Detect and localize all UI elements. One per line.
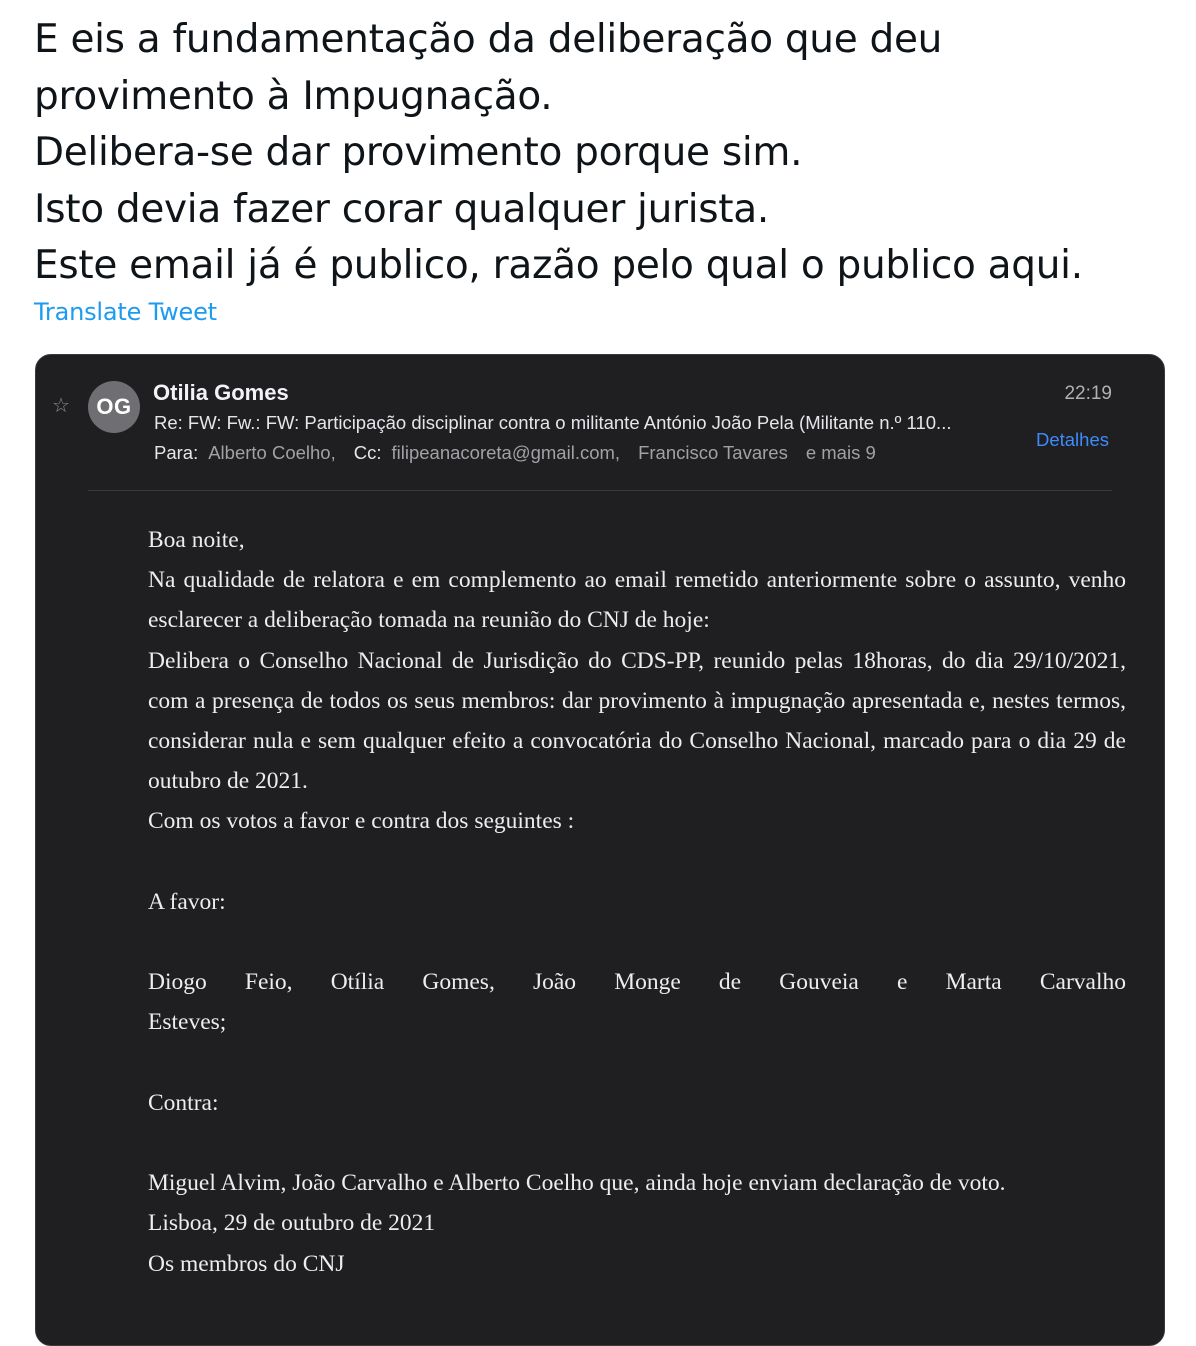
tweet-line: Delibera-se dar provimento porque sim.: [34, 130, 803, 175]
star-icon[interactable]: ☆: [52, 393, 70, 417]
tweet-text: [34, 12, 1174, 295]
tweet-line: E eis a fundamentação da deliberação que deu: [34, 17, 943, 62]
recipients-line: [154, 442, 876, 464]
favor-names-cont: Esteves;: [148, 1009, 227, 1036]
votes-intro: Com os votos a favor e contra dos seguintes :: [148, 808, 575, 835]
deliberation-paragraph: Delibera o Conselho Nacional de Jurisdição do CDS-PP, reunido pelas 18horas, do dia 29/10/2021, com a presença de todos os seus membros: dar provimento à impugnação apresentada e, nestes termos, considerar nula e sem qualquer efeito a convocatória do Conselho Nacional, marcado para o dia 29 de outubro de 2021.: [148, 647, 1126, 795]
greeting: Boa noite,: [148, 527, 245, 553]
header-divider: [88, 490, 1112, 491]
tweet-line: Isto devia fazer corar qualquer jurista.: [34, 186, 769, 232]
to-label: Para:: [154, 442, 199, 463]
translate-tweet-link[interactable]: Translate Tweet: [34, 298, 217, 326]
details-link[interactable]: Detalhes: [1035, 429, 1109, 450]
tweet-line: provimento à Impugnação.: [34, 73, 553, 119]
to-recipient: Alberto Coelho,: [208, 442, 336, 463]
cc-recipient: filipeanacoreta@gmail.com,: [391, 442, 621, 463]
more-recipients: e mais 9: [805, 442, 876, 463]
favor-label: A favor:: [148, 888, 226, 915]
email-body: [148, 520, 1126, 1284]
intro-paragraph: Na qualidade de relatora e em complemento ao email remetido anteriormente sobre o assunto, venho esclarecer a deliberação tomada na reunião do CNJ de hoje:: [148, 567, 1126, 634]
sender-name: Otilia Gomes: [153, 380, 289, 405]
contra-names: Miguel Alvim, João Carvalho e Alberto Coelho que, ainda hoje enviam declaração de voto.: [148, 1170, 1006, 1197]
cc-label: Cc:: [353, 442, 382, 463]
contra-label: Contra:: [148, 1089, 219, 1116]
email-screenshot[interactable]: [35, 354, 1165, 1346]
favor-names: Diogo Feio, Otília Gomes, João Monge de Gouveia e Marta Carvalho: [148, 969, 1126, 996]
place-date: Lisboa, 29 de outubro de 2021: [148, 1210, 436, 1237]
email-time: 22:19: [1064, 383, 1112, 404]
tweet-line: Este email já é publico, razão pelo qual o publico aqui.: [34, 243, 1083, 288]
cc-recipient: Francisco Tavares: [638, 442, 788, 463]
avatar: OG: [88, 381, 140, 433]
email-subject: Re: FW: Fw.: FW: Participação disciplinar contra o militante António João Pela (Militante n.º 110...: [154, 412, 952, 433]
signature: Os membros do CNJ: [148, 1250, 345, 1277]
